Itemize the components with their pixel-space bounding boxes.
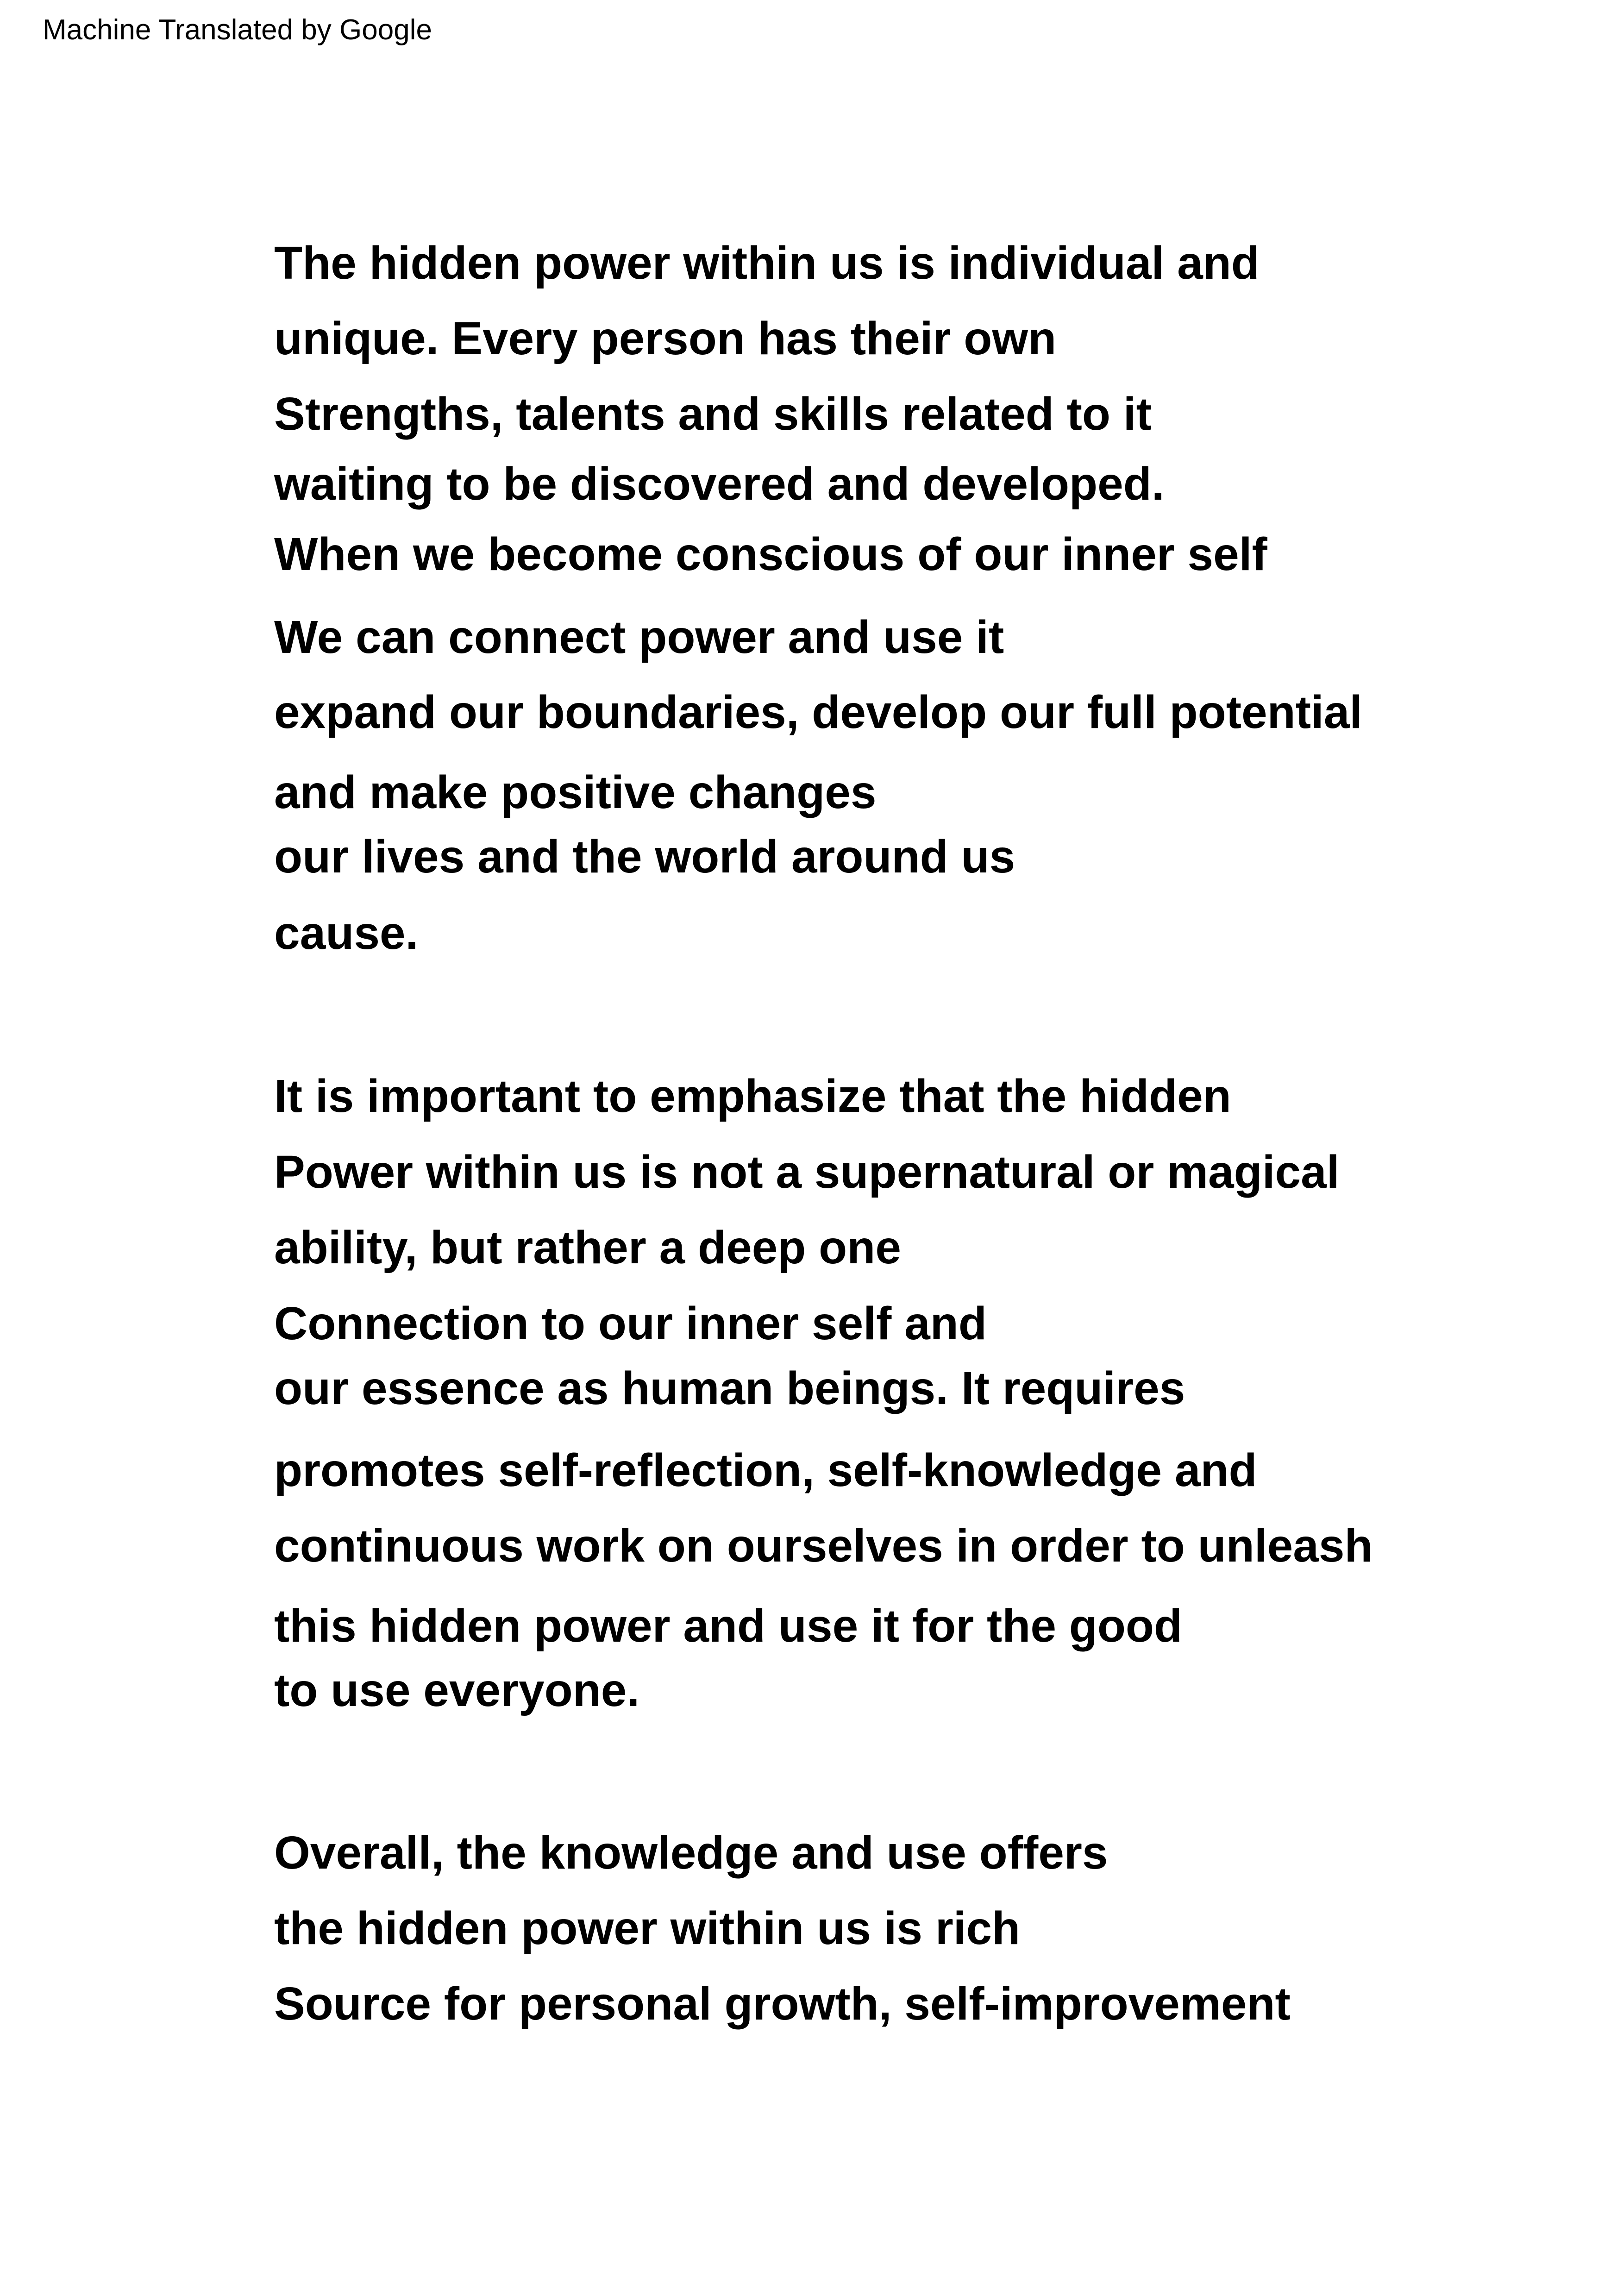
paragraph-line: waiting to be discovered and developed. <box>274 458 1165 510</box>
paragraph-line: promotes self-reflection, self-knowledge and <box>274 1444 1257 1496</box>
paragraph-line: this hidden power and use it for the good <box>274 1600 1183 1652</box>
paragraph-line: to use everyone. <box>274 1664 640 1716</box>
paragraph-line: It is important to emphasize that the hidden <box>274 1070 1231 1122</box>
paragraph-line: the hidden power within us is rich <box>274 1902 1021 1954</box>
paragraph-line: Power within us is not a supernatural or magical <box>274 1146 1340 1198</box>
paragraph-line: Strengths, talents and skills related to it <box>274 388 1152 440</box>
paragraph-line: Overall, the knowledge and use offers <box>274 1827 1108 1879</box>
paragraph-line: Connection to our inner self and <box>274 1298 987 1349</box>
paragraph-line: and make positive changes <box>274 766 877 818</box>
paragraph-line: cause. <box>274 907 419 959</box>
paragraph-line: expand our boundaries, develop our full potential <box>274 686 1363 738</box>
paragraph-line: our lives and the world around us <box>274 831 1015 883</box>
paragraph-line: ability, but rather a deep one <box>274 1222 901 1273</box>
machine-translation-note: Machine Translated by Google <box>43 14 432 46</box>
paragraph-line: unique. Every person has their own <box>274 313 1057 364</box>
paragraph-line: When we become conscious of our inner self <box>274 528 1267 580</box>
paragraph-line: continuous work on ourselves in order to unleash <box>274 1520 1373 1572</box>
paragraph-line: our essence as human beings. It requires <box>274 1362 1185 1414</box>
paragraph-line: We can connect power and use it <box>274 611 1004 663</box>
paragraph-line: The hidden power within us is individual and <box>274 237 1260 289</box>
paragraph-line: Source for personal growth, self-improvement <box>274 1978 1291 2030</box>
